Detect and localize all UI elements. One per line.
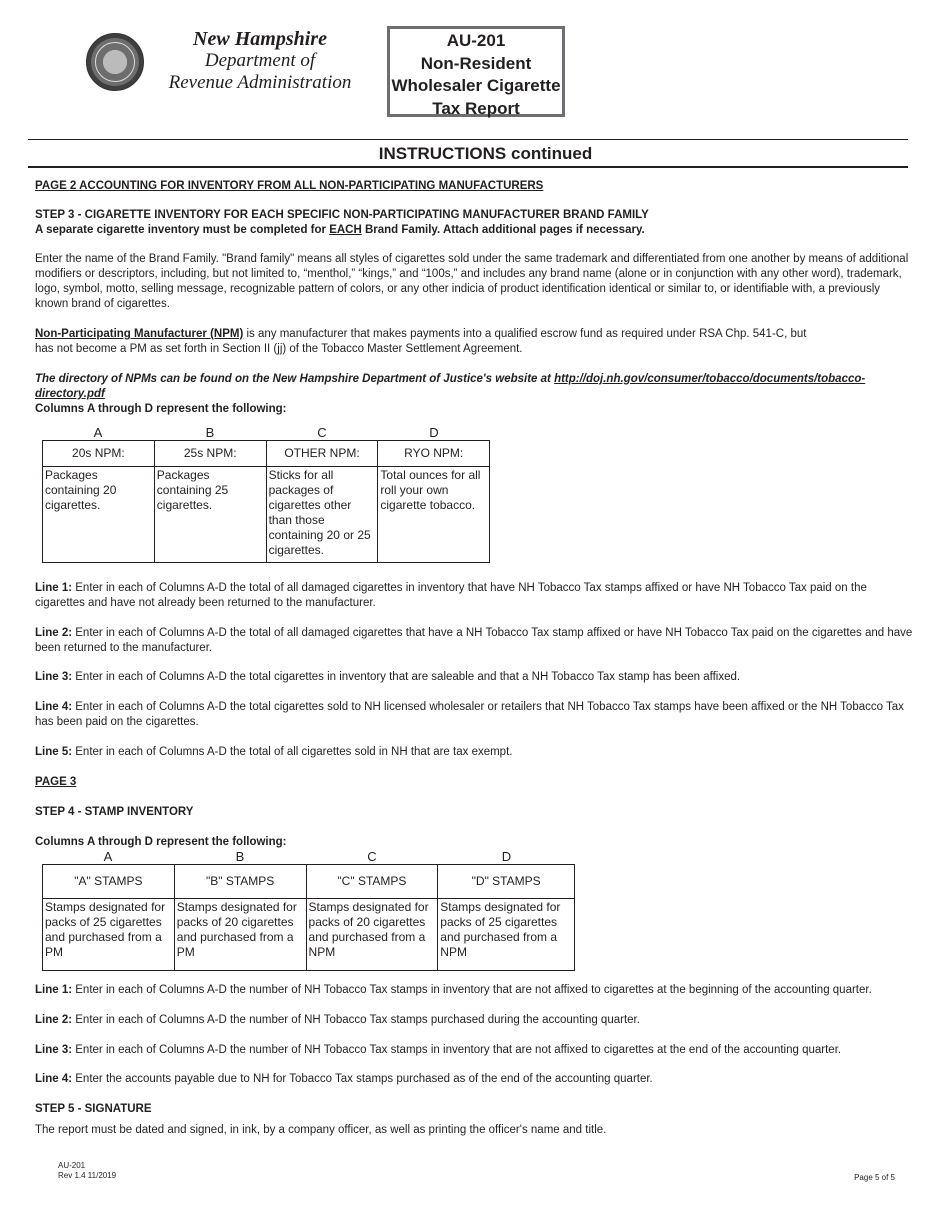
directory-note	[35, 372, 915, 402]
agency-line1: New Hampshire	[193, 28, 327, 50]
step3-sub-pre: A separate cigarette inventory must be completed for	[35, 224, 330, 236]
form-title-line: AU-201	[446, 31, 506, 50]
footer-form-info	[58, 1161, 116, 1181]
table-cell: Stamps designated for packs of 20 cigarettes and purchased from a NPM	[306, 899, 438, 971]
step3-sub-each: EACH	[329, 224, 362, 236]
line-label: Line 5:	[35, 746, 73, 758]
table-cell: Packages containing 20 cigarettes.	[43, 467, 155, 563]
npm-columns-table	[42, 440, 490, 563]
directory-link[interactable]: http://doj.nh.gov/consumer/tobacco/documents/tobacco-directory.pdf	[35, 373, 866, 400]
page3-line2	[35, 1013, 915, 1028]
npm-definition	[35, 327, 915, 357]
column-letter: D	[501, 849, 512, 864]
table-header-cell: "C" STAMPS	[306, 865, 438, 899]
column-letter: C	[317, 425, 327, 440]
table-cell: Packages containing 25 cigarettes.	[154, 467, 266, 563]
step3-title: STEP 3 - CIGARETTE INVENTORY FOR EACH SPECIFIC NON-PARTICIPATING MANUFACTURER BRAND FAMILY	[35, 209, 649, 221]
footer-revision: Rev 1.4 11/2019	[58, 1171, 117, 1180]
line-label: Line 3:	[35, 1044, 73, 1056]
table-header-cell: 25s NPM:	[154, 441, 266, 467]
state-seal-logo	[86, 33, 144, 91]
footer-page-label: Page 5 of 5	[854, 1173, 895, 1182]
page3-line4	[35, 1072, 915, 1087]
line-text: Enter in each of Columns A-D the total of all damaged cigarettes that have a NH Tobacco Tax stamp affixed or have NH Tobacco Tax paid on the cigarettes and have been returned to the manufacturer.	[35, 627, 913, 654]
line-text: Enter in each of Columns A-D the number of NH Tobacco Tax stamps in inventory that are not affixed to cigarettes at the beginning of the accounting quarter.	[72, 984, 872, 996]
columns-heading-stamps: Columns A through D represent the following:	[35, 836, 287, 848]
footer-form-id: AU-201	[58, 1161, 86, 1170]
stamp-columns-table	[42, 864, 575, 971]
table-header-cell: "D" STAMPS	[438, 865, 575, 899]
form-title-line: Non-Resident	[420, 53, 532, 73]
column-letter: C	[367, 849, 377, 864]
page3-heading: PAGE 3	[35, 776, 77, 788]
line-label: Line 1:	[35, 582, 73, 594]
form-title-line: Wholesaler Cigarette	[391, 76, 561, 95]
table-header-cell: OTHER NPM:	[266, 441, 378, 467]
line-label: Line 4:	[35, 1073, 73, 1085]
page3-line1	[35, 983, 915, 998]
top-rule	[28, 139, 908, 140]
step3-sub-post: Brand Family. Attach additional pages if necessary.	[361, 224, 645, 236]
table-header-cell: "A" STAMPS	[43, 865, 175, 899]
table-cell: Total ounces for all roll your own cigarette tobacco.	[378, 467, 490, 563]
step5-title: STEP 5 - SIGNATURE	[35, 1103, 152, 1115]
page2-heading: PAGE 2 ACCOUNTING FOR INVENTORY FROM ALL NON-PARTICIPATING MANUFACTURERS	[35, 180, 544, 192]
line-text: Enter the accounts payable due to NH for Tobacco Tax stamps purchased as of the end of the accounting quarter.	[72, 1073, 653, 1085]
step5-text: The report must be dated and signed, in ink, by a company officer, as well as printing the officer's name and title.	[35, 1124, 607, 1136]
directory-text: The directory of NPMs can be found on the New Hampshire Department of Justice's website at	[35, 373, 555, 385]
page2-line2	[35, 626, 915, 656]
table-cell: Stamps designated for packs of 25 cigarettes and purchased from a PM	[43, 899, 175, 971]
column-letter: D	[429, 425, 439, 440]
table-header-cell: RYO NPM:	[378, 441, 490, 467]
step3-subtitle	[35, 223, 915, 238]
line-label: Line 1:	[35, 984, 73, 996]
page2-line1	[35, 581, 915, 611]
column-letter: B	[205, 425, 215, 440]
table-header-cell: 20s NPM:	[43, 441, 155, 467]
agency-line3: Revenue Administration	[168, 72, 352, 93]
form-title-line: Tax Report	[432, 98, 520, 118]
page2-line3	[35, 670, 915, 685]
section-title: INSTRUCTIONS continued	[378, 144, 593, 163]
column-letter: A	[103, 849, 113, 864]
page2-line4	[35, 700, 915, 730]
line-text: Enter in each of Columns A-D the total of all cigarettes sold in NH that are tax exempt.	[72, 746, 513, 758]
page2-line5	[35, 745, 915, 760]
npm-term: Non-Participating Manufacturer (NPM)	[35, 328, 244, 340]
npm-def-line1: is any manufacturer that makes payments into a qualified escrow fund as required under RSA Chp. 541-C, but	[243, 328, 807, 340]
column-letter: A	[93, 425, 103, 440]
line-label: Line 4:	[35, 701, 73, 713]
section-rule	[28, 166, 908, 168]
page3-line3	[35, 1043, 915, 1058]
line-label: Line 3:	[35, 671, 73, 683]
line-label: Line 2:	[35, 1014, 73, 1026]
column-letter: B	[235, 849, 245, 864]
table-cell: Stamps designated for packs of 20 cigarettes and purchased from a PM	[174, 899, 306, 971]
line-text: Enter in each of Columns A-D the total cigarettes in inventory that are saleable and that a NH Tobacco Tax stamp has been affixed.	[72, 671, 741, 683]
agency-name	[150, 28, 370, 94]
line-text: Enter in each of Columns A-D the number of NH Tobacco Tax stamps purchased during the accounting quarter.	[72, 1014, 640, 1026]
columns-heading-npm: Columns A through D represent the following:	[35, 403, 287, 415]
brand-family-text: Enter the name of the Brand Family. "Brand family" means all styles of cigarettes sold under the same trademark and differentiated from one another by means of additional modifiers or descriptors, including, but not limited to, “menthol,” “kings,” and “100s,” and includes any brand name (alone or in conjunction with any other word), trademark, logo, symbol, motto, selling message, recognizable pattern of colors, or any other indicia of product identification identical or similar to, or identifiable with, a previously known brand of cigarettes.	[35, 253, 909, 310]
form-title-box	[387, 26, 565, 117]
agency-line2: Department of	[204, 50, 316, 71]
table-cell: Stamps designated for packs of 25 cigarettes and purchased from a NPM	[438, 899, 575, 971]
table-header-cell: "B" STAMPS	[174, 865, 306, 899]
table-cell: Sticks for all packages of cigarettes other than those containing 20 or 25 cigarettes.	[266, 467, 378, 563]
line-text: Enter in each of Columns A-D the total of all damaged cigarettes in inventory that have NH Tobacco Tax stamps affixed or have NH Tobacco Tax paid on the cigarettes and have not already been returned to the manufacturer.	[35, 582, 867, 609]
step4-title: STEP 4 - STAMP INVENTORY	[35, 806, 194, 818]
line-text: Enter in each of Columns A-D the number of NH Tobacco Tax stamps in inventory that are not affixed to cigarettes at the end of the accounting quarter.	[72, 1044, 842, 1056]
line-text: Enter in each of Columns A-D the total cigarettes sold to NH licensed wholesaler or retailers that NH Tobacco Tax stamps have been affixed or the NH Tobacco Tax has been paid on the cigarettes.	[35, 701, 904, 728]
line-label: Line 2:	[35, 627, 73, 639]
npm-def-line2: has not become a PM as set forth in Section II (jj) of the Tobacco Master Settlement Agreement.	[35, 343, 523, 355]
